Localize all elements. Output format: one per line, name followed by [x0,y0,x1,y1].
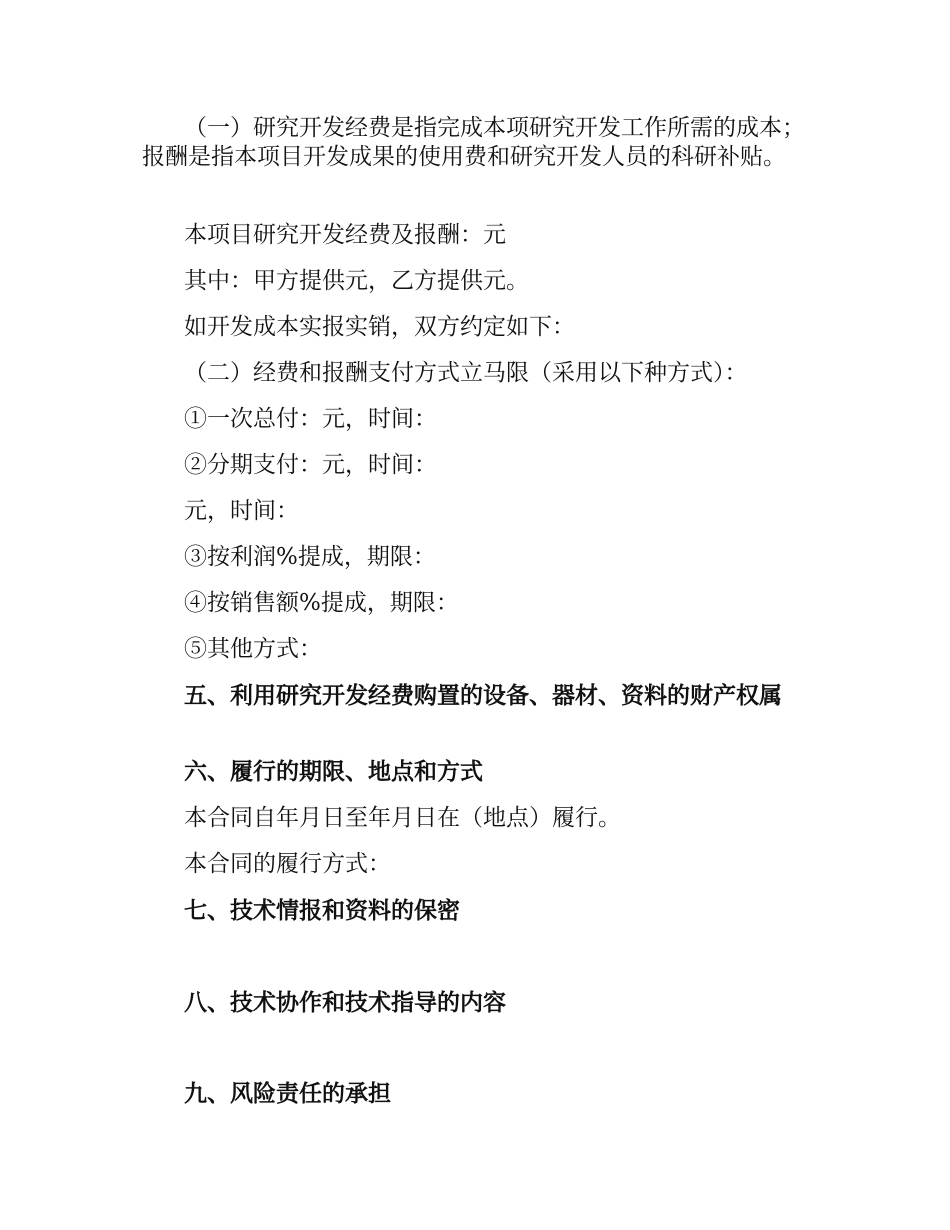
paragraph-funding-definition: （一）研究开发经费是指完成本项研究开发工作所需的成本；报酬是指本项目开发成果的使用费和研究开发人员的科研补贴。 [142,115,805,170]
section-9-heading: 九、风险责任的承担 [184,1081,391,1107]
section-8-heading: 八、技术协作和技术指导的内容 [184,990,506,1016]
paragraph-funding-split: 其中：甲方提供元，乙方提供元。 [184,268,529,294]
section-6-line-method: 本合同的履行方式： [184,851,391,877]
payment-option-profit-share: ③按利润%提成，期限： [184,544,436,570]
payment-option-installments: ②分期支付：元，时间： [184,452,437,478]
payment-option-sales-share: ④按销售额%提成，期限： [184,590,459,616]
paragraph-payment-method: （二）经费和报酬支付方式立马限（采用以下种方式）： [184,360,748,386]
section-6-heading: 六、履行的期限、地点和方式 [184,759,483,785]
section-6-line-period: 本合同自年月日至年月日在（地点）履行。 [184,805,621,831]
paragraph-cost-agreement: 如开发成本实报实销，双方约定如下： [184,314,575,340]
payment-option-lump-sum: ①一次总付：元，时间： [184,406,437,432]
payment-option-installments-continued: 元，时间： [184,498,299,524]
section-7-heading: 七、技术情报和资料的保密 [184,898,460,924]
payment-option-other: ⑤其他方式： [184,636,322,662]
paragraph-funding-amount: 本项目研究开发经费及报酬：元 [184,222,506,248]
section-5-heading: 五、利用研究开发经费购置的设备、器材、资料的财产权属 [184,683,782,709]
